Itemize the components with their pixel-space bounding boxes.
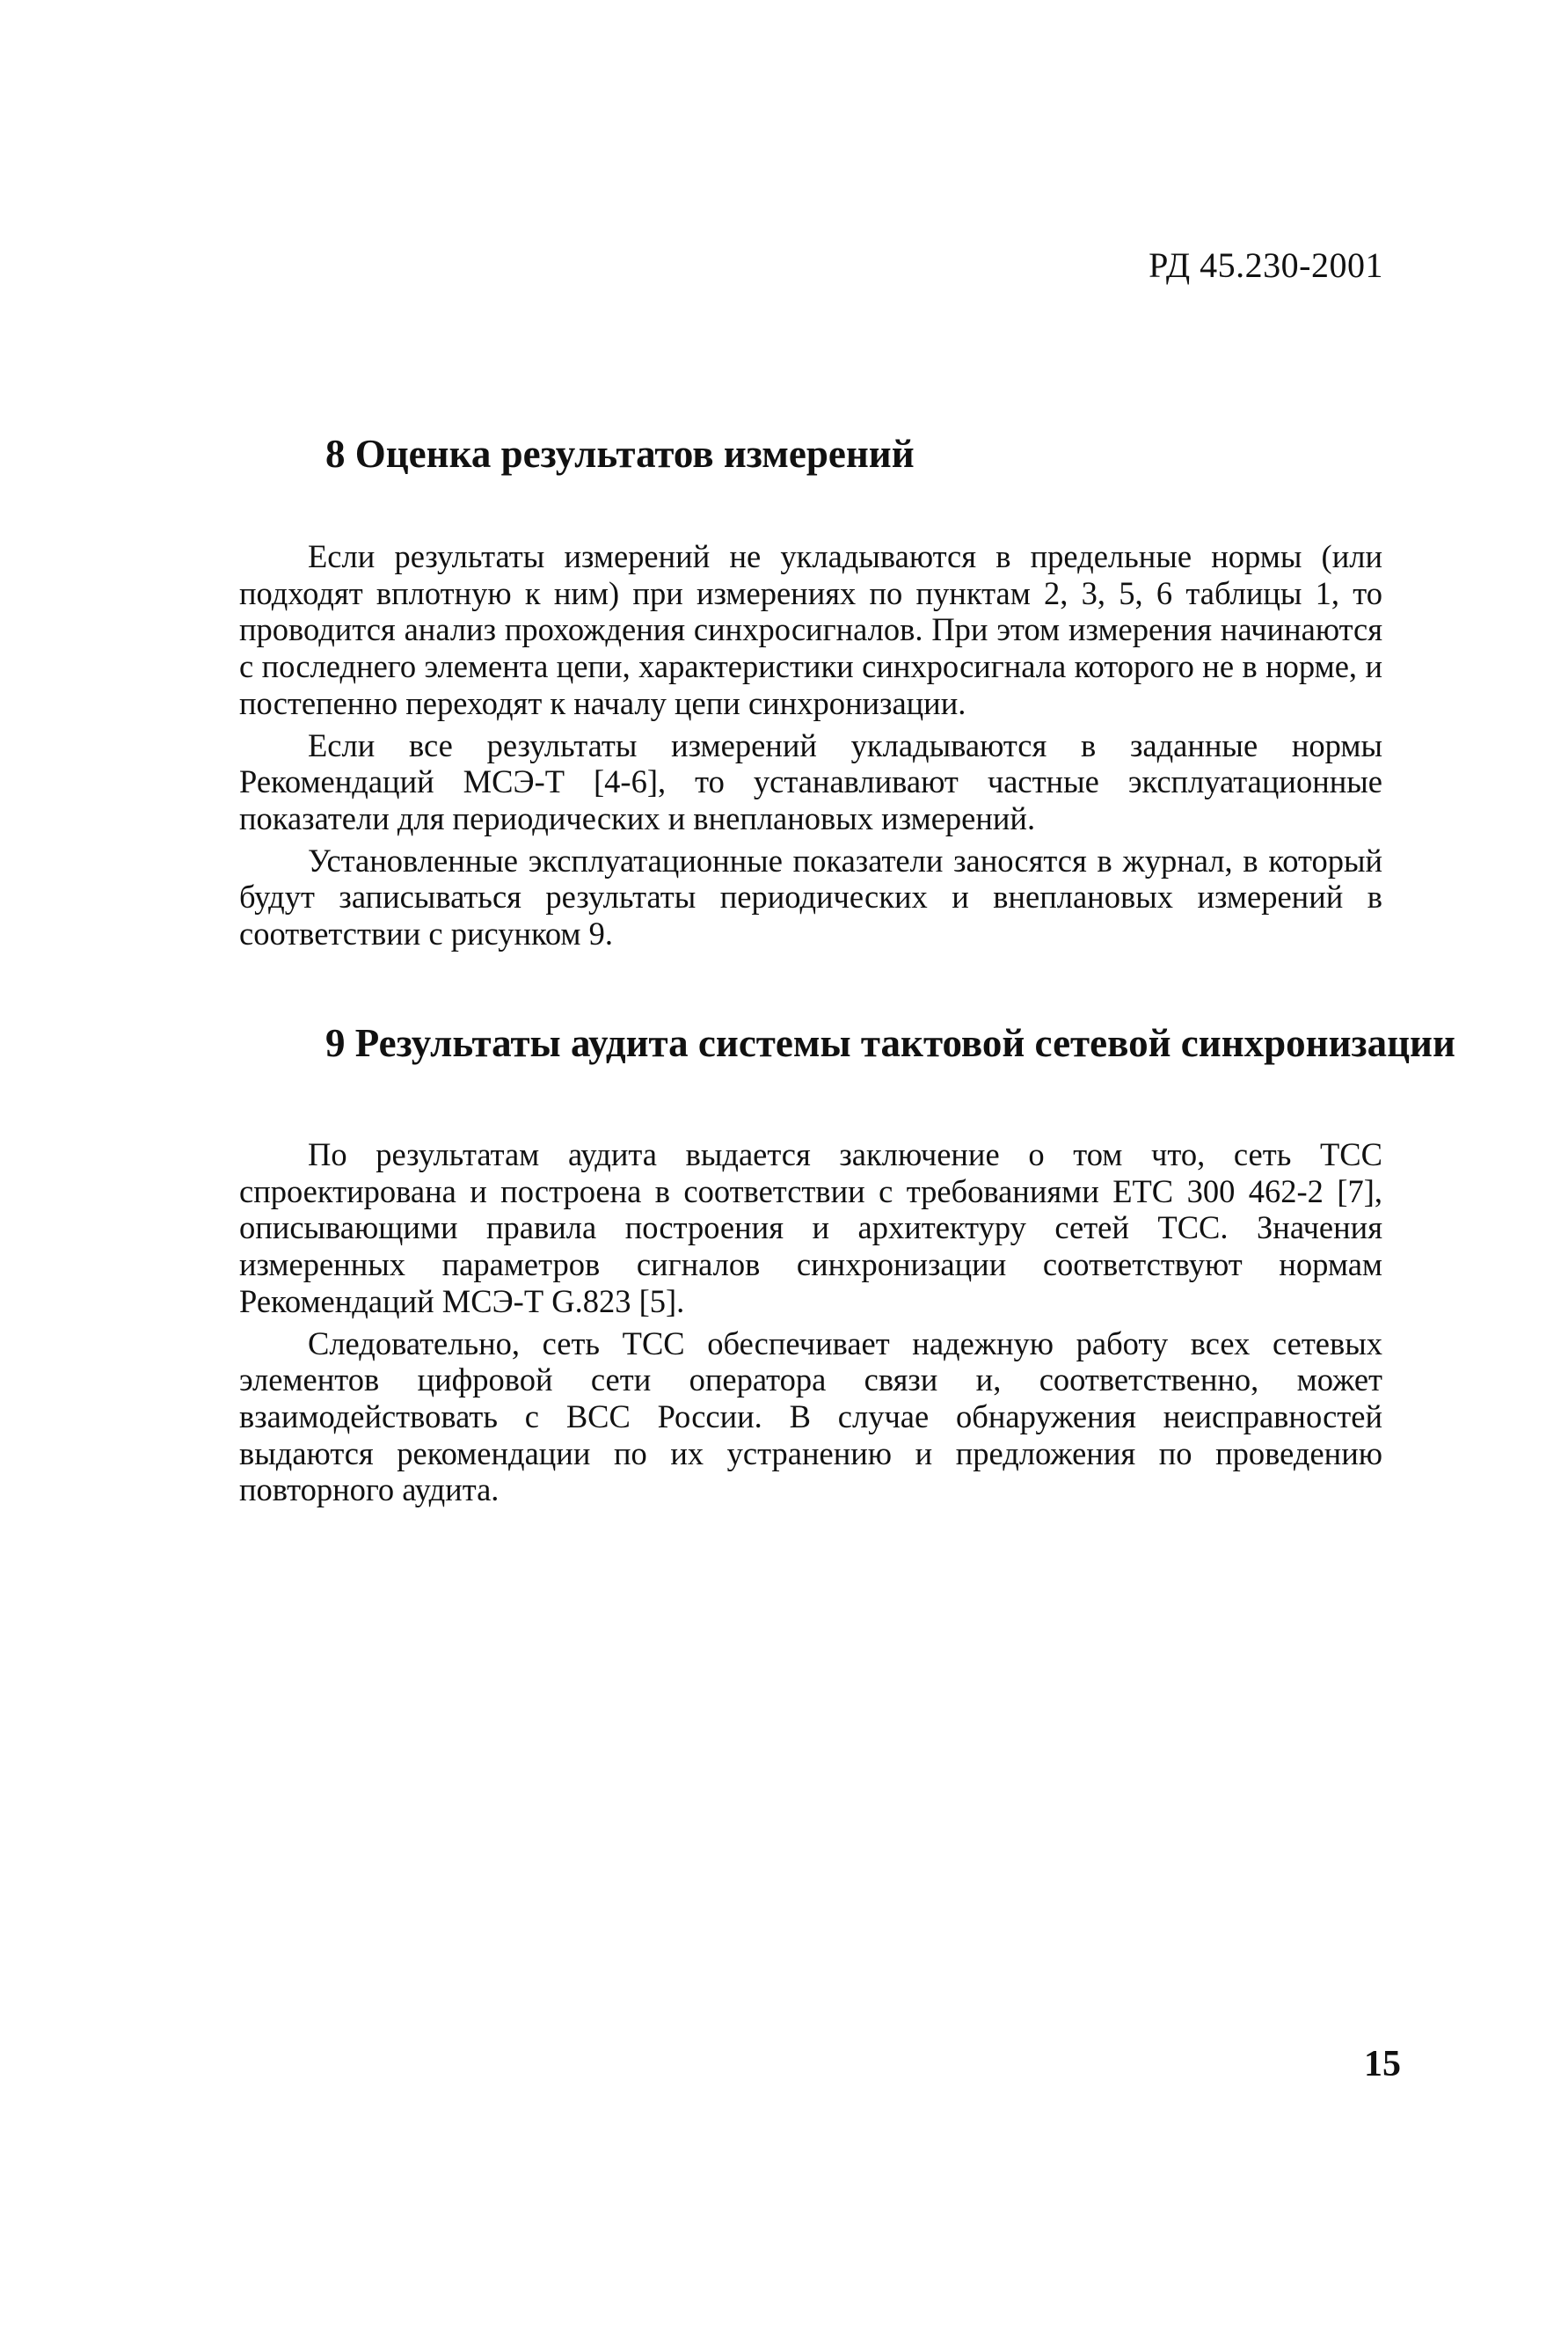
section-8-paragraph-2: Если все результаты измерений укладываются в заданные нормы Рекомендаций МСЭ-Т [4-6], то устанавливают частные эксплуатационные показатели для периодических и внеплановых измерений. [239, 726, 1382, 836]
section-8-body [239, 538, 1382, 958]
document-code: РД 45.230-2001 [1149, 245, 1383, 285]
section-8-heading: 8 Оценка результатов измерений [325, 432, 915, 476]
section-8-paragraph-3: Установленные эксплуатационные показатели заносятся в журнал, в который будут записываться результаты периодических и внеплановых измерений в соответствии с рисунком 9. [239, 842, 1382, 952]
section-9-paragraph-2: Следовательно, сеть ТСС обеспечивает надежную работу всех сетевых элементов цифровой сети оператора связи и, соответственно, может взаимодействовать с ВСС России. В случае обнаружения неисправностей выдаются рекомендации по их устранению и предложения по проведению повторного аудита. [239, 1325, 1382, 1508]
page-number: 15 [1364, 2044, 1401, 2084]
section-9-paragraph-1: По результатам аудита выдается заключение о том что, сеть ТСС спроектирована и построена в соответствии с требованиями ЕТС 300 462-2 [7], описывающими правила построения и архитектуру сетей ТСС. Значения измеренных параметров сигналов синхронизации соответствуют нормам Рекомендаций МСЭ-Т G.823 [5]. [239, 1136, 1382, 1319]
section-8-paragraph-1: Если результаты измерений не укладываются в предельные нормы (или подходят вплотную к ним) при измерениях по пунктам 2, 3, 5, 6 таблицы 1, то проводится анализ прохождения синхросигналов. При этом измерения начинаются с последнего элемента цепи, характеристики синхросигнала которого не в норме, и постепенно переходят к началу цепи синхронизации. [239, 538, 1382, 721]
section-9-body [239, 1136, 1382, 1514]
section-9-heading: 9 Результаты аудита системы тактовой сетевой синхронизации [325, 1021, 1455, 1065]
